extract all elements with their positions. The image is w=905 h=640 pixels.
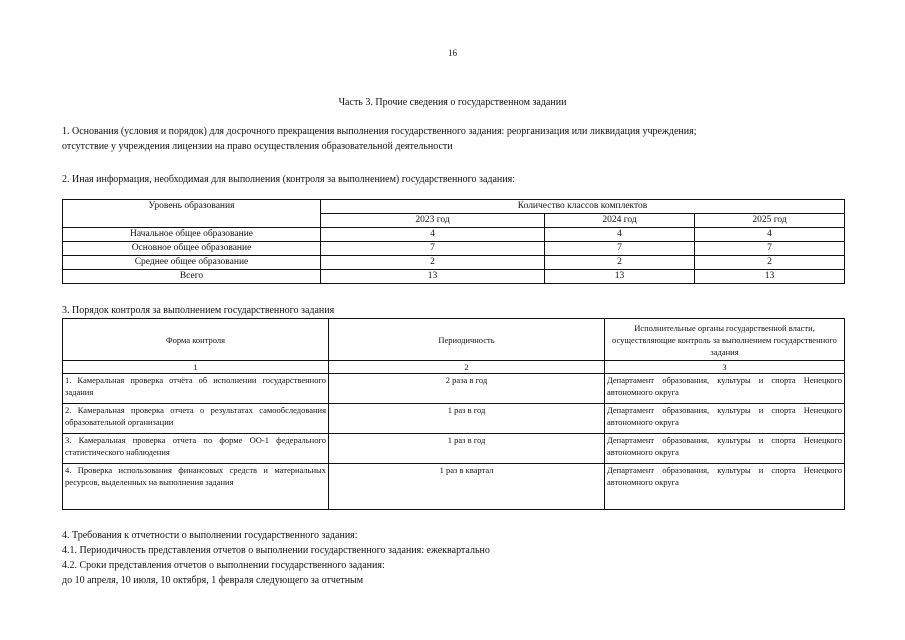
section-4-title: 4. Требования к отчетности о выполнении государственного задания: <box>62 530 358 541</box>
row-level: Всего <box>63 270 321 284</box>
table-row-total <box>63 270 845 284</box>
row-form: 1. Камеральная проверка отчёта об исполнении государственного задания <box>63 374 329 404</box>
control-order-table <box>62 318 845 510</box>
row-form: 2. Камеральная проверка отчета о результатах самообследования образовательной организации <box>63 404 329 434</box>
section-3-title: 3. Порядок контроля за выполнением государственного задания <box>62 305 335 316</box>
row-period: 1 раз в год <box>329 404 605 434</box>
row-value: 4 <box>545 228 695 242</box>
row-org: Департамент образования, культуры и спорта Ненецкого автономного округа <box>605 374 845 404</box>
header-year-2024: 2024 год <box>545 214 695 228</box>
row-value: 13 <box>695 270 845 284</box>
row-value: 13 <box>321 270 545 284</box>
part-title: Часть 3. Прочие сведения о государственном задании <box>338 97 567 108</box>
row-org: Департамент образования, культуры и спорта Ненецкого автономного округа <box>605 434 845 464</box>
row-org: Департамент образования, культуры и спорта Ненецкого автономного округа <box>605 404 845 434</box>
header-org: Исполнительные органы государственной власти, осуществляющие контроль за выполнением государственного задания <box>605 319 845 361</box>
row-value: 13 <box>545 270 695 284</box>
col-number: 2 <box>329 361 605 374</box>
header-year-2025: 2025 год <box>695 214 845 228</box>
row-value: 2 <box>321 256 545 270</box>
row-form: 3. Камеральная проверка отчета по форме ОО-1 федерального статистического наблюдения <box>63 434 329 464</box>
table-row <box>63 374 845 404</box>
row-org: Департамент образования, культуры и спорта Ненецкого автономного округа <box>605 464 845 510</box>
col-number: 3 <box>605 361 845 374</box>
class-count-table <box>62 199 845 284</box>
row-period: 2 раза в год <box>329 374 605 404</box>
table-row <box>63 434 845 464</box>
row-period: 1 раз в квартал <box>329 464 605 510</box>
section-4-line-3: до 10 апреля, 10 июля, 10 октября, 1 февраля следующего за отчетным <box>62 575 364 586</box>
row-value: 7 <box>695 242 845 256</box>
row-value: 2 <box>545 256 695 270</box>
section-2-title: 2. Иная информация, необходимая для выполнения (контроля за выполнением) государственного задания: <box>62 174 516 185</box>
row-level: Начальное общее образование <box>63 228 321 242</box>
section-4-line-2: 4.2. Сроки представления отчетов о выполнении государственного задания: <box>62 560 385 571</box>
table-row <box>63 256 845 270</box>
section-1-line-1: 1. Основания (условия и порядок) для досрочного прекращения выполнения государственного задания: реорганизация или ликвидация учреждения; <box>62 126 697 137</box>
row-value: 7 <box>321 242 545 256</box>
section-4-line-1: 4.1. Периодичность представления отчетов о выполнении государственного задания: ежеквартально <box>62 545 490 556</box>
table-row <box>63 228 845 242</box>
table-row <box>63 242 845 256</box>
table-header-row <box>63 200 845 214</box>
section-1 <box>62 124 852 154</box>
row-value: 4 <box>695 228 845 242</box>
section-1-line-2: отсутствие у учреждения лицензии на право осуществления образовательной деятельности <box>62 141 453 152</box>
col-number: 1 <box>63 361 329 374</box>
table-row <box>63 464 845 510</box>
row-value: 7 <box>545 242 695 256</box>
header-period: Периодичность <box>329 319 605 361</box>
row-level: Основное общее образование <box>63 242 321 256</box>
row-level: Среднее общее образование <box>63 256 321 270</box>
page-number: 16 <box>448 48 457 58</box>
header-year-2023: 2023 год <box>321 214 545 228</box>
header-count: Количество классов комплектов <box>321 200 845 214</box>
row-value: 2 <box>695 256 845 270</box>
row-value: 4 <box>321 228 545 242</box>
row-period: 1 раз в год <box>329 434 605 464</box>
header-level: Уровень образования <box>63 200 321 228</box>
row-form: 4. Проверка использования финансовых средств и материальных ресурсов, выделенных на выполнения задания <box>63 464 329 510</box>
table-row <box>63 404 845 434</box>
table-number-row <box>63 361 845 374</box>
header-form: Форма контроля <box>63 319 329 361</box>
table-header-row <box>63 319 845 361</box>
